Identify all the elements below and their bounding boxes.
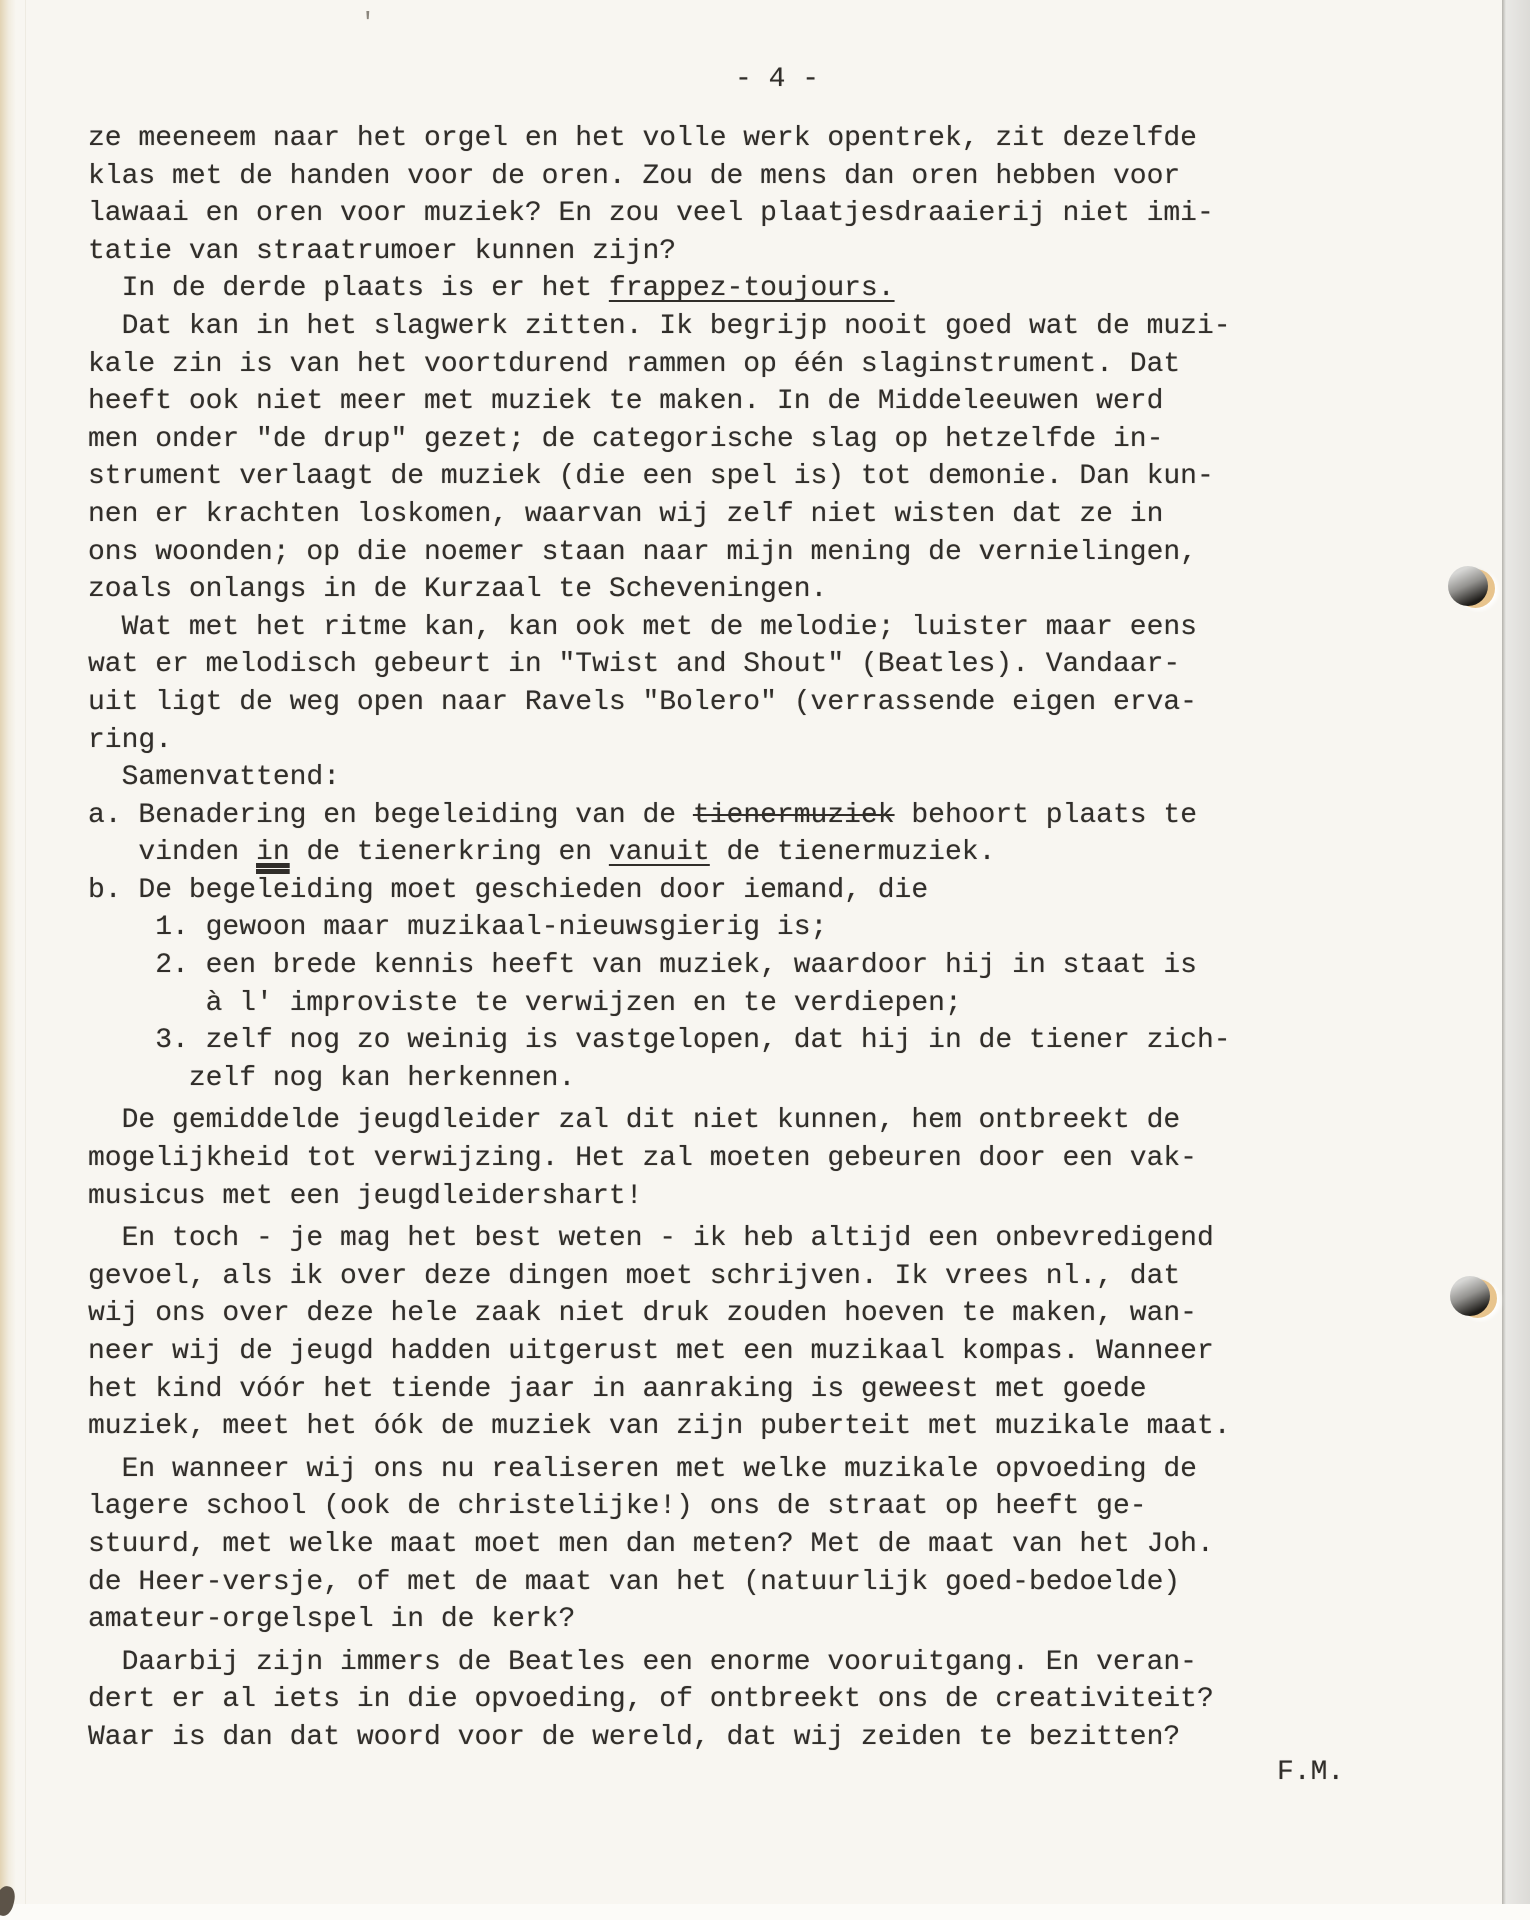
text-line [88, 1488, 1231, 1526]
author-initials: F.M. [1277, 1757, 1345, 1788]
text-line [88, 1719, 1231, 1757]
text-line [88, 1060, 1231, 1098]
text-segment: lagere school (ook de christelijke!) ons de straat op heeft ge- [88, 1491, 1147, 1523]
text-line [88, 1102, 1231, 1140]
page-number: - 4 - [735, 64, 820, 95]
text-line [88, 1140, 1231, 1178]
document-body [88, 120, 1231, 1757]
text-segment: Wat met het ritme kan, kan ook met de melodie; luister maar eens [88, 611, 1197, 643]
text-line [88, 1258, 1231, 1296]
text-line [88, 195, 1231, 233]
text-line [88, 383, 1231, 421]
text-segment: de tienerkring en [289, 837, 609, 869]
struck-text: tienermuziek [692, 799, 895, 831]
text-segment: En wanneer wij ons nu realiseren met welke muzikale opvoeding de [88, 1453, 1197, 1485]
text-line [88, 947, 1231, 985]
text-segment: Dat kan in het slagwerk zitten. Ik begrijp nooit goed wat de muzi- [88, 310, 1231, 342]
text-line [88, 609, 1231, 647]
text-segment: Samenvattend: [88, 762, 341, 794]
text-segment: wat er melodisch gebeurt in "Twist and Shout" (Beatles). Vandaar- [88, 649, 1181, 681]
text-line [88, 1681, 1231, 1719]
text-line [88, 872, 1231, 910]
text-segment: à l' improviste te verwijzen en te verdiepen; [88, 987, 962, 1019]
text-line [88, 1451, 1231, 1489]
text-line [88, 1295, 1231, 1333]
page-left-edge [0, 0, 16, 1920]
text-segment: 1. gewoon maar muzikaal-nieuwsgierig is; [88, 912, 828, 944]
underlined-text: in [256, 837, 290, 869]
text-line [88, 421, 1231, 459]
underlined-text: vanuit [608, 837, 710, 869]
text-line [88, 684, 1231, 722]
text-segment: gevoel, als ik over deze dingen moet schrijven. Ik vrees nl., dat [88, 1260, 1181, 1292]
text-line [88, 1333, 1231, 1371]
text-segment: de Heer-versje, of met de maat van het (natuurlijk goed-bedoelde) [88, 1566, 1181, 1598]
text-segment: b. De begeleiding moet geschieden door iemand, die [88, 874, 929, 906]
text-line [88, 233, 1231, 271]
underlying-sheet [0, 1904, 1530, 1920]
text-line [88, 158, 1231, 196]
text-segment: De gemiddelde jeugdleider zal dit niet kunnen, hem ontbreekt de [88, 1105, 1181, 1137]
text-segment: klas met de handen voor de oren. Zou de mens dan oren hebben voor [88, 160, 1181, 192]
text-segment: ze meeneem naar het orgel en het volle werk opentrek, zit dezelfde [88, 123, 1197, 154]
binder-hole-core [1448, 566, 1488, 606]
text-segment: zelf nog kan herkennen. [88, 1062, 576, 1094]
text-line [88, 1371, 1231, 1409]
text-line [88, 759, 1231, 797]
text-line [88, 496, 1231, 534]
text-line [88, 1408, 1231, 1446]
text-line [88, 571, 1231, 609]
text-segment: ring. [88, 724, 173, 756]
text-segment: musicus met een jeugdleidershart! [88, 1180, 643, 1212]
text-segment: kale zin is van het voortdurend rammen op één slaginstrument. Dat [88, 348, 1181, 380]
text-segment: ons woonden; op die noemer staan naar mijn mening de vernielingen, [88, 536, 1197, 568]
stray-ink-mark: ' [360, 8, 376, 38]
text-segment: het kind vóór het tiende jaar in aanraking is geweest met goede [88, 1373, 1147, 1405]
text-line [88, 834, 1231, 872]
text-segment: tatie van straatrumoer kunnen zijn? [88, 235, 677, 267]
text-line [88, 985, 1231, 1023]
text-segment: wij ons over deze hele zaak niet druk zouden hoeven te maken, wan- [88, 1298, 1197, 1330]
page-bottom-edge [0, 1892, 1522, 1904]
text-line [88, 722, 1231, 760]
text-segment: stuurd, met welke maat moet men dan meten? Met de maat van het Joh. [88, 1528, 1214, 1560]
text-line [88, 1526, 1231, 1564]
underlined-text: frappez-toujours. [608, 273, 895, 305]
binder-hole-bottom [1450, 1276, 1498, 1320]
text-line [88, 646, 1231, 684]
page-right-edge [1502, 0, 1530, 1920]
text-segment: neer wij de jeugd hadden uitgerust met een muzikaal kompas. Wanneer [88, 1336, 1214, 1367]
text-line [88, 1220, 1231, 1258]
text-segment: strument verlaagt de muziek (die een spel is) tot demonie. Dan kun- [88, 461, 1214, 493]
text-segment: amateur-orgelspel in de kerk? [88, 1604, 576, 1636]
binder-hole-top [1448, 566, 1496, 610]
text-segment: dert er al iets in die opvoeding, of ontbreekt ons de creativiteit? [88, 1684, 1214, 1716]
text-segment: behoort plaats te [894, 799, 1197, 831]
text-segment: In de derde plaats is er het [88, 273, 609, 305]
text-segment: nen er krachten loskomen, waarvan wij zelf niet wisten dat ze in [88, 498, 1164, 530]
text-segment: zoals onlangs in de Kurzaal te Scheveningen. [88, 574, 828, 606]
text-segment: Daarbij zijn immers de Beatles een enorme vooruitgang. En veran- [88, 1646, 1197, 1678]
text-line [88, 909, 1231, 947]
text-line [88, 308, 1231, 346]
text-segment: a. Benadering en begeleiding van de [88, 799, 693, 831]
binder-hole-core [1450, 1276, 1490, 1316]
text-segment: mogelijkheid tot verwijzing. Het zal moeten gebeuren door een vak- [88, 1143, 1197, 1175]
text-segment: heeft ook niet meer met muziek te maken. In de Middeleeuwen werd [88, 386, 1164, 418]
text-segment: vinden [88, 837, 257, 869]
text-segment: lawaai en oren voor muziek? En zou veel plaatjesdraaierij niet imi- [88, 198, 1214, 230]
page-left-crease [25, 0, 26, 1920]
text-line [88, 346, 1231, 384]
text-segment: uit ligt de weg open naar Ravels "Bolero" (verrassende eigen erva- [88, 686, 1197, 718]
text-segment: de tienermuziek. [709, 837, 996, 869]
text-line [88, 120, 1231, 158]
text-line [88, 1022, 1231, 1060]
text-line [88, 458, 1231, 496]
text-line [88, 797, 1231, 835]
text-segment: En toch - je mag het best weten - ik heb altijd een onbevredigend [88, 1223, 1214, 1255]
text-line [88, 1564, 1231, 1602]
text-segment: 2. een brede kennis heeft van muziek, waardoor hij in staat is [88, 950, 1197, 982]
text-segment: 3. zelf nog zo weinig is vastgelopen, dat hij in de tiener zich- [88, 1025, 1231, 1057]
text-line [88, 1601, 1231, 1639]
text-segment: Waar is dan dat woord voor de wereld, dat wij zeiden te bezitten? [88, 1721, 1181, 1753]
text-segment: men onder "de drup" gezet; de categorische slag op hetzelfde in- [88, 423, 1164, 455]
text-line [88, 1178, 1231, 1216]
text-segment: muziek, meet het óók de muziek van zijn puberteit met muzikale maat. [88, 1411, 1231, 1443]
text-line [88, 1644, 1231, 1682]
text-line [88, 534, 1231, 572]
text-line [88, 270, 1231, 308]
